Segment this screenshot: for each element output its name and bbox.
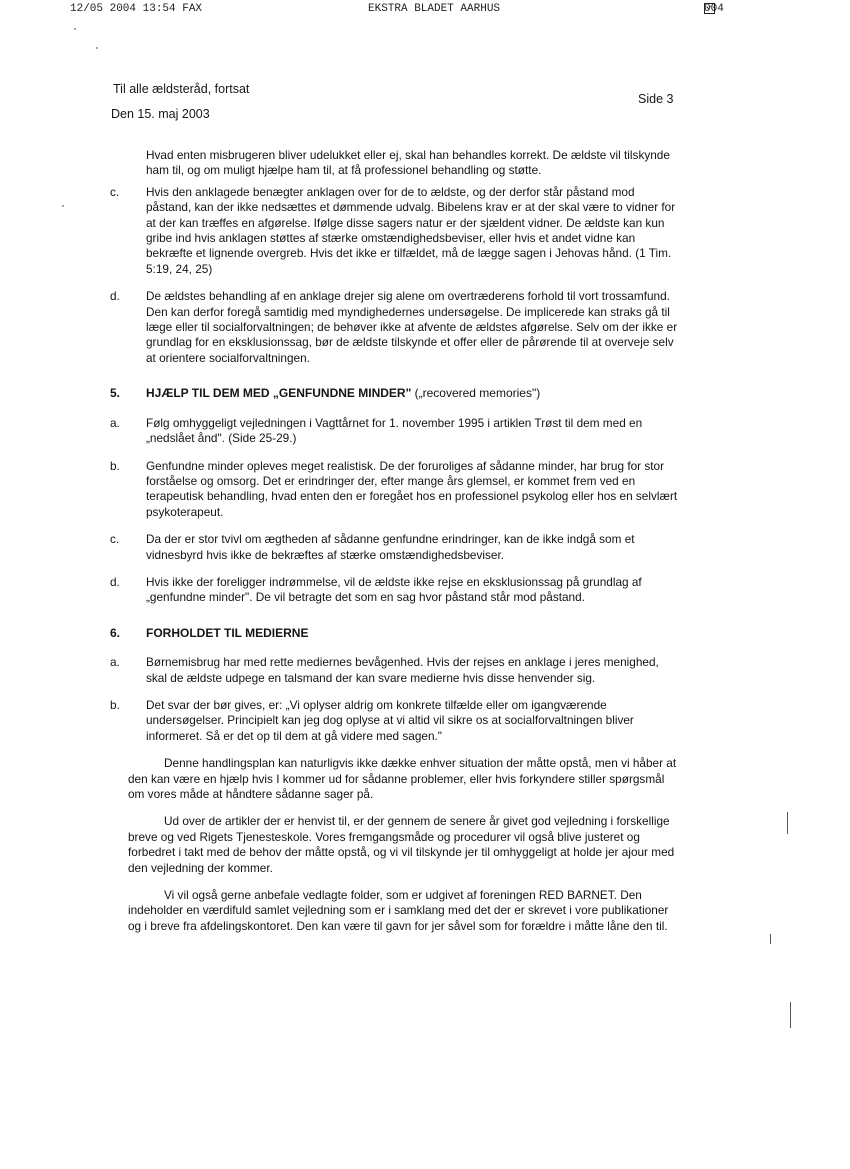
section-title: HJÆLP TIL DEM MED „GENFUNDNE MINDER" [146, 386, 412, 401]
section-number: 5. [110, 386, 121, 401]
list-marker: a. [110, 415, 120, 430]
section5-item-a [110, 416, 680, 447]
closing-paragraph: Vi vil også gerne anbefale vedlagte folder, som er udgivet af foreningen RED BARNET. Den indeholder en værdifuld samlet vejledning som er i samklang med det der er skrevet i vore publikationer og i breve fra afdelingskontoret. Den kan være til gavn for jer såvel som for forældre i måtte låne den til. [128, 888, 669, 933]
section5-item-d [110, 575, 680, 606]
list-marker: d. [110, 574, 120, 589]
fax-scan-speck [96, 47, 98, 49]
section5-item-b [110, 459, 680, 521]
fax-sender: EKSTRA BLADET AARHUS [368, 3, 501, 15]
list-item-text: Hvis den anklagede benægter anklagen over for de to ældste, og der derfor står påstand mod påstand, kan der ikke nedsættes et dømmende udvalg. Bibelens krav er at der skal være to vidner for at der kan træffes en afgørelse. Ifølge disse sagers natur er der sjældent vidner. De ældste kan kun gribe ind hvis anklagen støttes af stærke omstændighedsbeviser, eller hvis et andet vidne kan bekræfte et lignende overgreb. Hvis det ikke er tilfældet, må de lægge sagen i Jehovas hånd. (1 Tim. 5:19, 24, 25) [146, 184, 676, 276]
list-item-text: Hvis ikke der foreligger indrømmelse, vil de ældste ikke rejse en eksklusionssag på grundlag af „genfundne minder". De vil betragte det som en sag hvor påstand står mod påstand. [146, 574, 642, 605]
list-marker: a. [110, 655, 120, 670]
fax-scan-artifact [770, 934, 771, 944]
list-item-text: Genfundne minder opleves meget realistisk. De der foruroliges af sådanne minder, har brug for stor forståelse og omsorg. Det er erindringer der, efter mange års glemsel, er kommet frem ved en terapeutisk behandling, hvad enten den er foregået hos en professionel psykolog eller hos en selvlært psykoterapeut. [146, 458, 678, 519]
list-marker: c. [110, 532, 120, 547]
letter-date: Den 15. maj 2003 [111, 107, 210, 121]
list-item-text: Det svar der bør gives, er: „Vi oplyser aldrig om konkrete tilfælde eller om igangværende undersøgelser. Principielt kan jeg dog oplyse at vi altid vil sikre os at socialforvaltningen bliver informeret. Så er det op til dem at gå videre med sagen." [146, 697, 634, 743]
section-6-heading [110, 626, 680, 641]
section-5-heading [110, 386, 680, 401]
fax-scan-speck [74, 28, 76, 30]
fax-transmission-header [0, 3, 850, 17]
list-item-text: Børnemisbrug har med rette mediernes bevågenhed. Hvis der rejses en anklage i jeres menighed, skal de ældste udpege en talsmand der kan svare medierne hvis disse henvender sig. [146, 655, 659, 685]
list-marker: b. [110, 697, 120, 712]
letter-body [110, 148, 680, 946]
fax-scan-speck [62, 205, 64, 207]
list-marker: c. [110, 184, 120, 199]
letter-page-label: Side 3 [638, 92, 674, 106]
list-item-d [110, 289, 680, 366]
section6-item-a [110, 655, 680, 686]
letter-addressee: Til alle ældsteråd, fortsat [113, 82, 250, 96]
list-marker: d. [110, 289, 120, 304]
fax-scan-artifact [787, 812, 788, 834]
fax-datetime: 12/05 2004 13:54 FAX [70, 3, 203, 15]
fax-page-number: 004 [704, 3, 724, 15]
section-note: („recovered memories") [414, 386, 541, 401]
list-marker: b. [110, 458, 120, 473]
list-item-c [110, 185, 680, 277]
closing-paragraph: Denne handlingsplan kan naturligvis ikke dække enhver situation der måtte opstå, men vi håber at den kan være en hjælp hvis I kommer ud for sådanne problemer, eller hvis forkyndere stiller spørgsmål om vores måde at håndtere sådanne sager på. [128, 756, 677, 801]
continuation-paragraph: Hvad enten misbrugeren bliver udelukket eller ej, skal han behandles korrekt. De ældste vil tilskynde ham til, og om muligt hjælpe ham til, at få professionel behandling og støtte. [146, 148, 670, 178]
list-item-text: De ældstes behandling af en anklage drejer sig alene om overtræderens forhold til vort trossamfund. Den kan derfor foregå samtidig med myndighedernes undersøgelse. De implicerede kan straks gå til læge eller til socialforvaltningen; de behøver ikke at afvente de ældstes afgørelse. Selv om der ikke er grundlag for en eksklusionssag, bør de ældste tilskynde et offer eller de pårørende til at overveje selv at orientere socialforvaltningen. [146, 289, 678, 365]
closing-paragraph: Ud over de artikler der er henvist til, er der gennem de senere år givet god vejledning i forskellige breve og ved Rigets Tjenesteskole. Vores fremgangsmåde og procedurer vil også blive justeret og forbedret i takt med de behov der måtte opstå, og vi vil tilskynde jer til omhyggeligt at holde jer ajour med den vejledning der kommer. [128, 814, 675, 875]
section-number: 6. [110, 625, 121, 640]
section5-item-c [110, 532, 680, 563]
fax-scan-artifact [790, 1002, 791, 1028]
section-title: FORHOLDET TIL MEDIERNE [146, 625, 309, 640]
list-item-text: Da der er stor tvivl om ægtheden af sådanne genfundne erindringer, kan de ikke indgå som et vidnesbyrd hvis ikke de bekræftes af stærke omstændighedsbeviser. [146, 532, 635, 562]
section6-item-b [110, 698, 680, 744]
list-item-text: Følg omhyggeligt vejledningen i Vagttårnet for 1. november 1995 i artiklen Trøst til dem med en „nedslået ånd". (Side 25-29.) [146, 415, 643, 446]
